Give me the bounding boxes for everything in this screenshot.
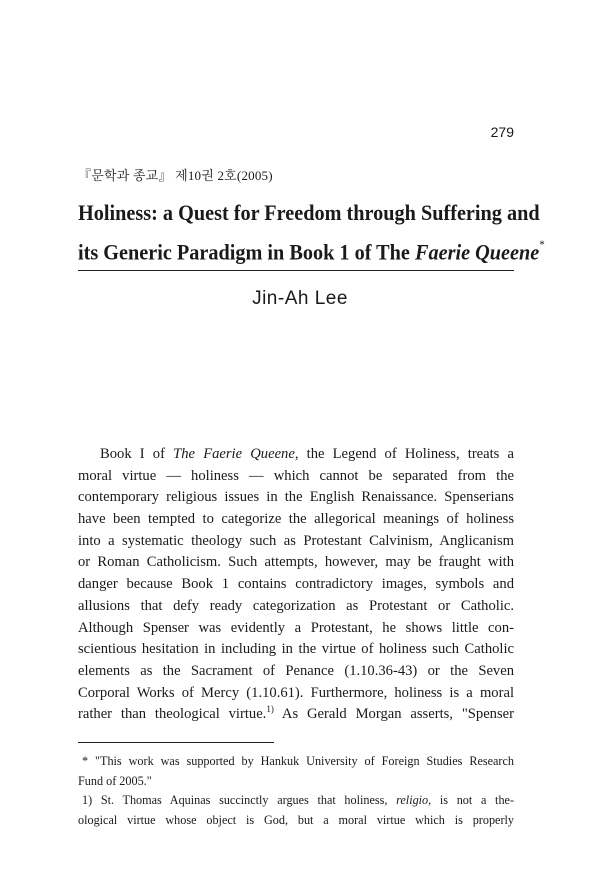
footnotes xyxy=(78,752,514,830)
footnote-1-line xyxy=(78,791,514,811)
page-number: 279 xyxy=(490,124,514,140)
footnote-separator xyxy=(78,742,274,743)
body-line: have been tempted to categorize the allegorical meanings of holiness xyxy=(78,511,514,528)
footnote-star-line: Fund of 2005." xyxy=(78,773,152,788)
footnote-star-line: * "This work was supported by Hankuk University of Foreign Studies Research xyxy=(82,754,514,768)
body-line xyxy=(78,444,514,466)
title-rule xyxy=(78,270,514,271)
body-paragraph xyxy=(78,444,514,726)
body-line: moral virtue — holiness — which cannot be separated from the xyxy=(78,467,514,484)
body-text-span: rather than theological virtue. xyxy=(78,706,267,723)
body-line: or Roman Catholicism. Such attempts, however, may be fraught with xyxy=(78,554,514,571)
body-line xyxy=(78,704,514,726)
journal-reference: 『문학과 종교』 제10권 2호(2005) xyxy=(78,168,273,183)
title-italic-work: Faerie Queene xyxy=(414,239,540,265)
body-line: contemporary religious issues in the English Renaissance. Spenserians xyxy=(78,489,514,506)
title-line-1: Holiness: a Quest for Freedom through Suffering and xyxy=(78,200,540,225)
footnote-text-span: 1) St. Thomas Aquinas succinctly argues that holiness, xyxy=(82,793,397,807)
body-line: Although Spenser was evidently a Protestant, he shows little con- xyxy=(78,619,514,636)
article-title xyxy=(78,196,545,269)
title-line-2 xyxy=(78,230,545,269)
body-line: scientious hesitation in including in the virtue of holiness such Catholic xyxy=(78,641,514,658)
body-line: elements as the Sacrament of Penance (1.10.36-43) or the Seven xyxy=(78,662,514,679)
footnote-reference[interactable]: 1) xyxy=(266,704,274,715)
author-name: Jin-Ah Lee xyxy=(252,288,348,309)
footnote-1-line: ological virtue whose object is God, but a moral virtue which is properly xyxy=(78,812,514,827)
body-text-span: As Gerald Morgan asserts, "Spenser xyxy=(273,706,514,723)
body-text-span: , the Legend of Holiness, treats a xyxy=(294,446,515,462)
body-text-span: Book I of xyxy=(100,446,174,462)
italic-work-title: The Faerie Queene xyxy=(173,446,295,462)
body-line: danger because Book 1 contains contradictory images, symbols and xyxy=(78,576,514,593)
title-line-2-text: its Generic Paradigm in Book 1 of The xyxy=(78,239,415,265)
footnote-italic-term: religio xyxy=(396,793,429,807)
footnote-text-span: , is not a the- xyxy=(428,793,515,807)
body-line: into a systematic theology such as Protestant Calvinism, Anglicanism xyxy=(78,532,514,549)
body-line: allusions that defy ready categorization as Protestant or Catholic. xyxy=(78,597,514,614)
title-footnote-marker: * xyxy=(539,237,545,251)
body-line: Corporal Works of Mercy (1.10.61). Furthermore, holiness is a moral xyxy=(78,684,514,701)
